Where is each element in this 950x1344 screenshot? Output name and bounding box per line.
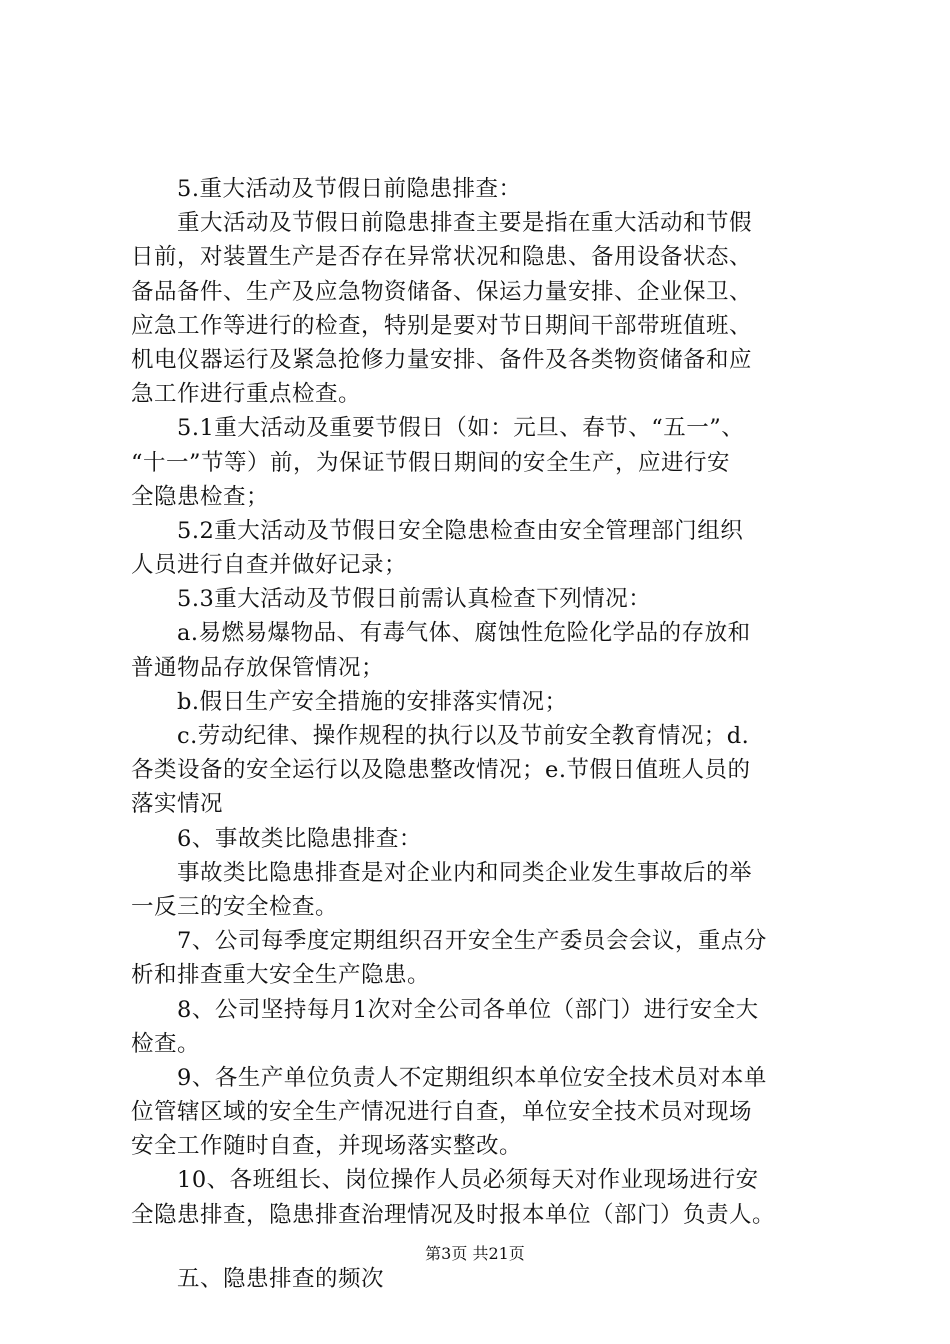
- paragraph-lines: [131, 172, 835, 1232]
- text-line: 位管辖区域的安全生产情况进行自查，单位安全技术员对现场: [131, 1099, 753, 1126]
- text-line: c.劳动纪律、操作规程的执行以及节前安全教育情况；d.: [177, 723, 750, 749]
- text-line: 人员进行自查并做好记录；: [131, 552, 408, 579]
- text-line: 5.3重大活动及节假日前需认真检查下列情况：: [177, 586, 652, 613]
- text-line: 6、事故类比隐患排查：: [177, 825, 422, 852]
- text-line: 5.重大活动及节假日前隐患排查：: [177, 176, 522, 202]
- page-footer: 第3页 共21页: [425, 1244, 525, 1263]
- text-line: 普通物品存放保管情况；: [131, 654, 385, 681]
- text-line: 各类设备的安全运行以及隐患整改情况；e.节假日值班人员的: [131, 757, 751, 784]
- text-line: 应急工作等进行的检查，特别是要对节日期间干部带班值班、: [131, 312, 753, 339]
- text-line: 5.1重大活动及重要节假日（如：元旦、春节、“五一”、: [177, 415, 745, 442]
- text-line: 8、公司坚持每月1次对全公司各单位（部门）进行安全大: [177, 996, 759, 1023]
- text-line: 9、各生产单位负责人不定期组织本单位安全技术员对本单: [177, 1064, 767, 1091]
- text-line: 析和排查重大安全生产隐患。: [131, 962, 431, 989]
- text-line: 10、各班组长、岗位操作人员必须每天对作业现场进行安: [177, 1167, 759, 1194]
- text-line: 全隐患排查，隐患排查治理情况及时报本单位（部门）负责人。: [131, 1201, 776, 1228]
- text-line: 7、公司每季度定期组织召开安全生产委员会会议，重点分: [177, 928, 767, 955]
- text-line: 机电仪器运行及紧急抢修力量安排、备件及各类物资储备和应: [131, 346, 753, 373]
- text-line: 事故类比隐患排查是对企业内和同类企业发生事故后的举: [177, 859, 753, 886]
- text-line: 安全工作随时自查，并现场落实整改。: [131, 1133, 523, 1160]
- document-body: [131, 172, 835, 1296]
- text-line: “十一”节等）前，为保证节假日期间的安全生产，应进行安: [131, 449, 731, 476]
- text-line: 落实情况: [131, 791, 224, 818]
- text-line: 日前，对装置生产是否存在异常状况和隐患、备用设备状态、: [131, 244, 753, 271]
- text-line: 5.2重大活动及节假日安全隐患检查由安全管理部门组织: [177, 517, 744, 544]
- text-line: 急工作进行重点检查。: [131, 381, 362, 408]
- text-line: 检查。: [131, 1030, 201, 1057]
- section-heading: 五、隐患排查的频次: [177, 1265, 385, 1292]
- text-line: a.易燃易爆物品、有毒气体、腐蚀性危险化学品的存放和: [177, 620, 751, 647]
- text-line: 一反三的安全检查。: [131, 893, 339, 920]
- text-line: 重大活动及节假日前隐患排查主要是指在重大活动和节假: [177, 210, 753, 237]
- text-line: 备品备件、生产及应急物资储备、保运力量安排、企业保卫、: [131, 278, 753, 305]
- text-line: 全隐患检查；: [131, 483, 270, 510]
- text-line: b.假日生产安全措施的安排落实情况；: [177, 688, 568, 715]
